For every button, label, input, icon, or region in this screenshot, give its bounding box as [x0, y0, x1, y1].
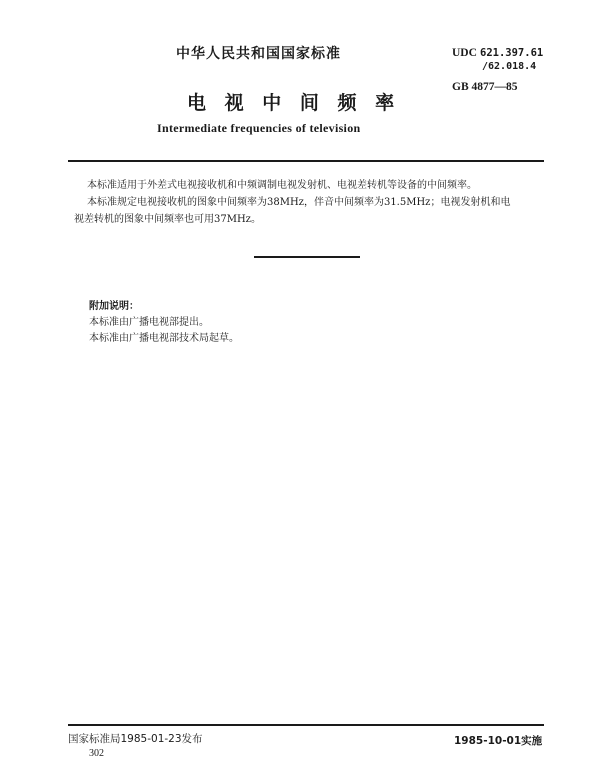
footer-divider — [68, 724, 544, 726]
gb-number: GB 4877—85 — [452, 81, 518, 93]
section-end-rule — [254, 256, 360, 258]
standard-category-title: 中华人民共和国国家标准 — [176, 46, 341, 62]
body-paragraph-1: 本标准适用于外差式电视接收机和中频调制电视发射机、电视差转机等设备的中间频率。 — [87, 180, 477, 191]
page-number: 302 — [89, 748, 104, 759]
header-divider — [68, 160, 544, 162]
body-paragraph-2-line-1: 本标准规定电视接收机的图象中间频率为38MHz，伴音中间频率为31.5MHz；电视发射机和电 — [87, 197, 511, 208]
page-title-english: Intermediate frequencies of television — [157, 121, 361, 135]
effective-date: 1985-10-01实施 — [454, 735, 543, 747]
body-paragraph-2-line-2: 视差转机的图象中间频率也可用37MHz。 — [74, 214, 261, 225]
udc-label: UDC — [452, 47, 477, 59]
notes-line-2: 本标准由广播电视部技术局起草。 — [89, 333, 239, 344]
notes-line-1: 本标准由广播电视部提出。 — [89, 317, 209, 328]
notes-heading: 附加说明： — [89, 301, 139, 312]
udc-code-line2: /62.018.4 — [482, 61, 537, 72]
udc-code-line1: 621.397.61 — [480, 47, 544, 59]
page-title: 电 视 中 间 频 率 — [187, 92, 401, 114]
issue-date: 国家标准局1985-01-23发布 — [68, 733, 203, 745]
